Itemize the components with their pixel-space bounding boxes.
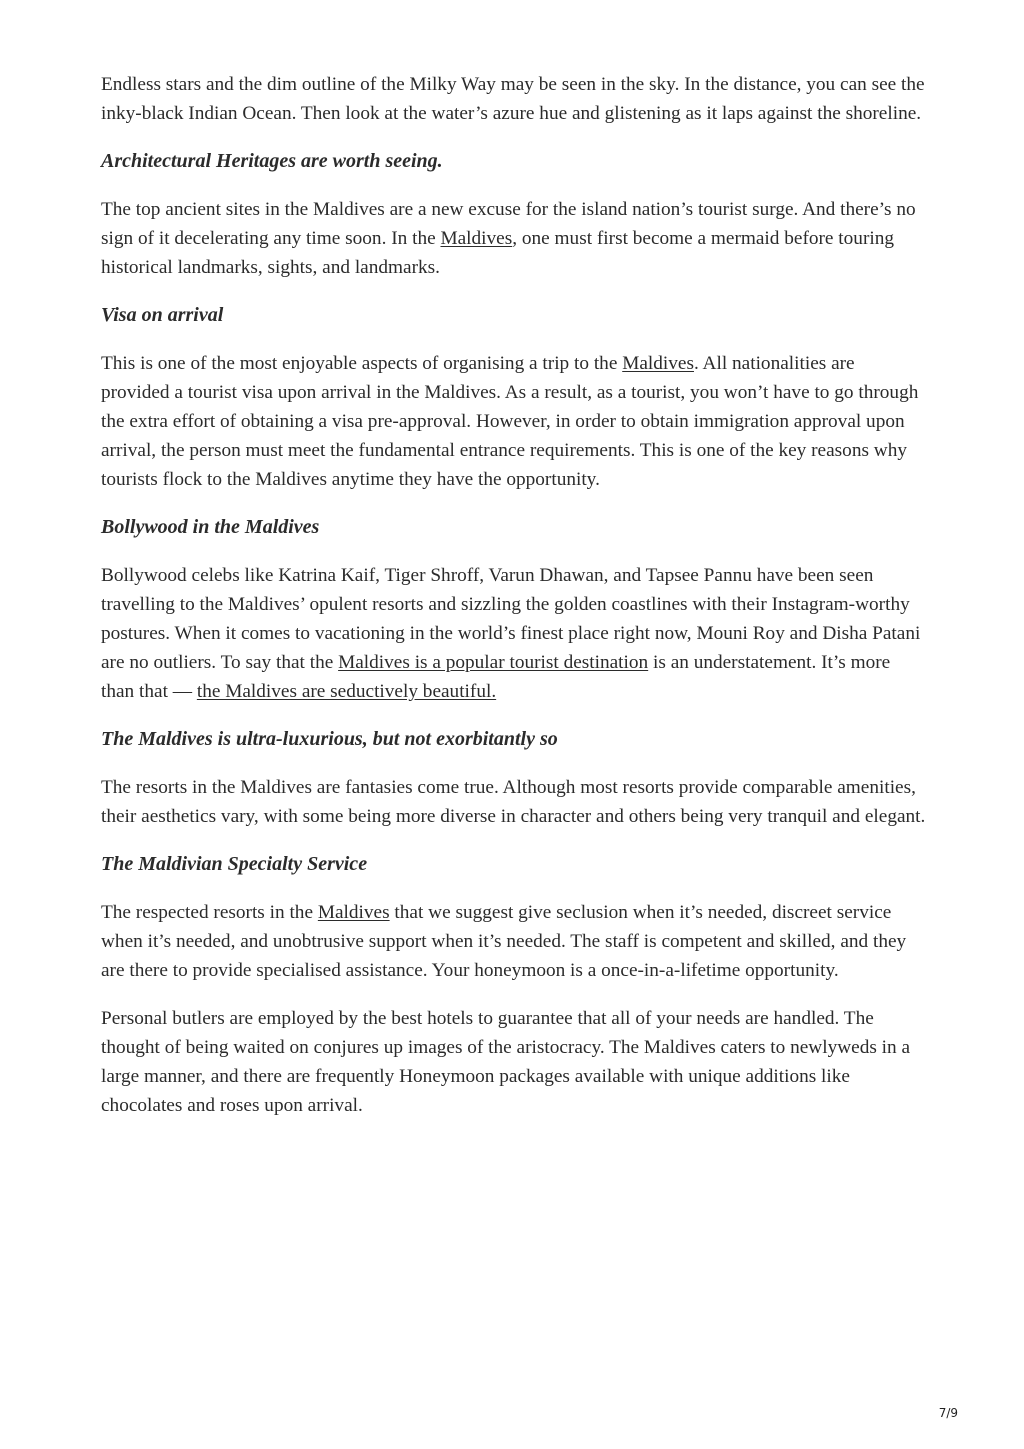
heading-specialty-service: The Maldivian Specialty Service [101, 853, 368, 875]
maldives-link[interactable]: Maldives [317, 902, 390, 923]
paragraph-visa: This is one of the most enjoyable aspects of organising a trip to the Maldives. All nationalities are provided a tourist visa upon arrival in the Maldives. As a result, as a tourist, you won’t have to go through the extra effort of obtaining a visa pre-approval. However, in order to obtain immigration approval upon arrival, the person must meet the fundamental entrance requirements. This is one of the key reasons why tourists flock to the Maldives anytime they have the opportunity. [101, 353, 919, 490]
maldives-link[interactable]: Maldives [622, 353, 694, 374]
page-number: 7/9 [938, 1406, 958, 1420]
paragraph-respected-resorts: The respected resorts in the Maldives that we suggest give seclusion when it’s needed, discreet service when it’s needed, and unobtrusive support when it’s needed. The staff is competent and skilled, and they are there to provide specialised assistance. Your honeymoon is a once-in-a-lifetime opportunity. [101, 902, 907, 981]
heading-bollywood: Bollywood in the Maldives [101, 516, 320, 538]
maldives-link[interactable]: Maldives [440, 228, 513, 249]
paragraph-milky-way: Endless stars and the dim outline of the Milky Way may be seen in the sky. In the distance, you can see the inky-black Indian Ocean. Then look at the water’s azure hue and glistening as it laps against the shoreline. [101, 74, 925, 124]
paragraph-ancient-sites: The top ancient sites in the Maldives are a new excuse for the island nation’s tourist surge. And there’s no sign of it decelerating any time soon. In the Maldives, one must first become a mermaid before touring historical landmarks, sights, and landmarks. [101, 199, 916, 278]
paragraph-resorts: The resorts in the Maldives are fantasies come true. Although most resorts provide comparable amenities, their aesthetics vary, with some being more diverse in character and others being very tranquil and elegant. [101, 777, 926, 827]
paragraph-butlers: Personal butlers are employed by the best hotels to guarantee that all of your needs are handled. The thought of being waited on conjures up images of the aristocracy. The Maldives caters to newlyweds in a large manner, and there are frequently Honeymoon packages available with unique additions like chocolates and roses upon arrival. [101, 1008, 911, 1116]
popular-destination-link[interactable]: Maldives is a popular tourist destination [338, 652, 649, 673]
article-body [101, 70, 927, 1139]
seductively-beautiful-link[interactable]: the Maldives are seductively beautiful. [196, 681, 497, 702]
heading-architectural-heritages: Architectural Heritages are worth seeing. [101, 150, 443, 172]
paragraph-bollywood: Bollywood celebs like Katrina Kaif, Tiger Shroff, Varun Dhawan, and Tapsee Pannu have been seen travelling to the Maldives’ opulent resorts and sizzling the golden coastlines with their Instagram-worthy postures. When it comes to vacationing in the world’s finest place right now, Mouni Roy and Disha Patani are no outliers. To say that the Maldives is a popular tourist destination is an understatement. It’s more than that — the Maldives are seductively beautiful. [101, 565, 921, 702]
heading-visa-on-arrival: Visa on arrival [101, 304, 224, 326]
heading-ultra-luxurious: The Maldives is ultra-luxurious, but not exorbitantly so [101, 728, 558, 750]
